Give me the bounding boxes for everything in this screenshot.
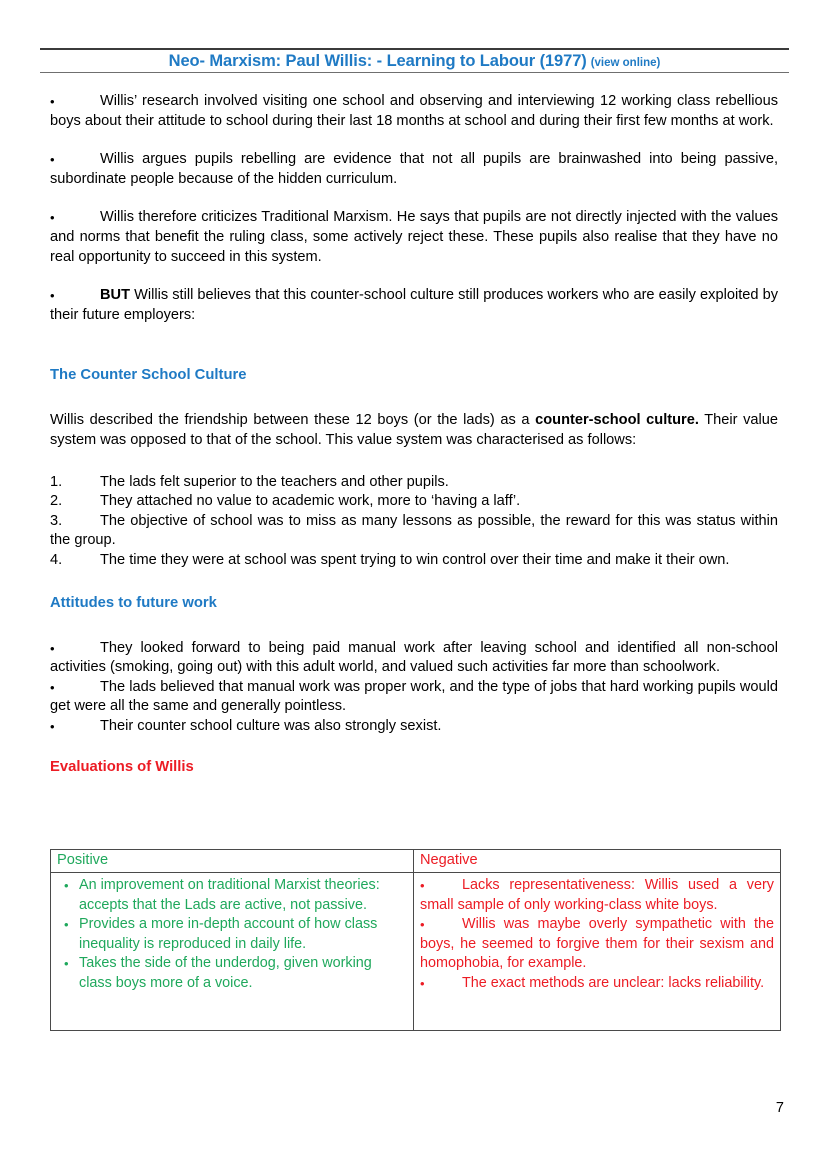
counter-culture-intro-part2: Their value system was opposed to that of the school. This value system was characterised as follows: [50,412,779,448]
spacer [50,267,778,286]
numbered-item-4 [50,551,778,571]
negative-items-container [414,873,780,1030]
bullet-marker-icon: • [50,718,55,734]
numbered-item-2-text: They attached no value to academic work, more to ‘having a laff’. [100,493,521,510]
but-bullet [50,286,778,325]
list-item-text: Willis was maybe overly sympathetic with the boys, he seemed to forgive them for their sexism and homophobia, for example. [420,916,774,971]
numbered-item-1-text: The lads felt superior to the teachers and other pupils. [100,473,449,490]
spacer [50,131,778,150]
bullet-marker-icon: • [420,878,425,893]
table-row-body [51,873,781,1031]
table-cell-negative-body [414,873,781,1031]
attitudes-bullet-1-text: They looked forward to being paid manual work after leaving school and identified all non-school activities (smoking, going out) with this adult world, and valued such activities far more than schoolwork. [50,639,778,676]
intro-bullet-2-text: Willis argues pupils rebelling are evidence that not all pupils are brainwashed into being passive, subordinate people because of the hidden curriculum. [50,151,778,187]
evaluations-table-container [50,849,779,1031]
but-bullet-text: Willis still believes that this counter-school culture still produces workers who are easily exploited by their future employers: [50,287,778,323]
spacer [50,736,778,757]
document-header [40,48,789,73]
counter-culture-intro-part1: Willis described the friendship between these 12 boys (or the lads) as a [50,412,536,429]
page-number: 7 [775,1100,784,1116]
list-item: • Provides a more in-depth account of how class inequality is reproduced in daily life. [79,915,407,954]
intro-bullet-3-text: Willis therefore criticizes Traditional Marxism. He says that pupils are not directly injected with the values and norms that benefit the ruling class, some actively reject these. These pupils also realise that they have no real opportunity to succeed in this system. [50,209,778,265]
list-item [420,876,774,915]
negative-list [420,876,774,993]
table-row-header [51,850,781,873]
bullet-marker-icon: • [50,640,55,656]
list-number: 1. [50,473,63,490]
numbered-item-3 [50,512,778,551]
positive-list [57,876,407,993]
intro-bullet-1-text: Willis’ research involved visiting one school and observing and interviewing 12 working class rebellious boys about their attitude to school during their last 18 months at school and during their first few months at work. [50,93,778,129]
numbered-item-3-text: The objective of school was to miss as many lessons as possible, the reward for this was status within the group. [50,512,778,549]
list-item-text: The exact methods are unclear: lacks reliability. [462,974,765,991]
counter-culture-intro [50,411,778,450]
list-item [420,915,774,974]
heading-attitudes-to-future-work: Attitudes to future work [50,594,217,611]
column-header-negative: Negative [420,852,478,868]
spacer [50,325,778,365]
bullet-marker-icon: • [50,152,55,168]
counter-school-culture-term: counter-school culture. [535,412,699,429]
list-number: 4. [50,551,63,568]
bullet-marker-icon: • [420,975,425,991]
attitudes-bullet-3-text: Their counter school culture was also strongly sexist. [100,717,442,734]
spacer [50,385,778,411]
list-item: • An improvement on traditional Marxist theories: accepts that the Lads are active, not passive. [79,876,407,915]
heading-evaluations-of-willis: Evaluations of Willis [50,759,194,776]
view-online-link[interactable]: (view online) [590,57,661,69]
attitudes-bullet-2-text: The lads believed that manual work was proper work, and the type of jobs that hard working pupils would get were all the same and generally pointless. [50,678,778,715]
table-cell-positive-header [51,850,414,873]
bullet-marker-icon: • [420,917,425,932]
spacer [50,571,778,593]
header-rule-bottom [40,72,789,73]
numbered-item-2 [50,492,778,512]
document-body [50,92,778,777]
document-title-line [40,50,789,72]
numbered-item-4-text: The time they were at school was spent trying to win control over their time and make it their own. [100,551,730,568]
list-number: 2. [50,493,63,510]
list-number: 3. [50,512,63,529]
intro-bullet-3 [50,208,778,267]
bullet-marker-icon: • [50,94,55,109]
bullet-marker-icon: • [50,288,55,304]
intro-bullet-2 [50,150,778,189]
table-cell-positive-body [51,873,414,1031]
intro-bullet-1 [50,92,778,131]
evaluations-table [50,849,781,1031]
bullet-marker-icon: • [50,679,55,695]
spacer [50,613,778,639]
attitudes-bullet-2 [50,678,778,717]
list-item: • Takes the side of the underdog, given working class boys more of a voice. [79,954,407,993]
page-title: Neo- Marxism: Paul Willis: - Learning to Labour (1977) [168,52,587,70]
numbered-item-1 [50,473,778,493]
attitudes-bullet-3 [50,717,778,737]
spacer [50,451,778,473]
bullet-marker-icon: • [50,210,55,226]
list-item-text: Lacks representativeness: Willis used a very small sample of only working-class white boys. [420,877,774,913]
table-cell-negative-header [414,850,781,873]
positive-items-container [51,873,413,1030]
spacer [50,189,778,208]
heading-counter-school-culture: The Counter School Culture [50,367,247,384]
list-item [420,974,774,994]
column-header-positive: Positive [57,852,109,868]
but-bullet-lead: BUT [100,287,130,304]
attitudes-bullet-1 [50,639,778,678]
